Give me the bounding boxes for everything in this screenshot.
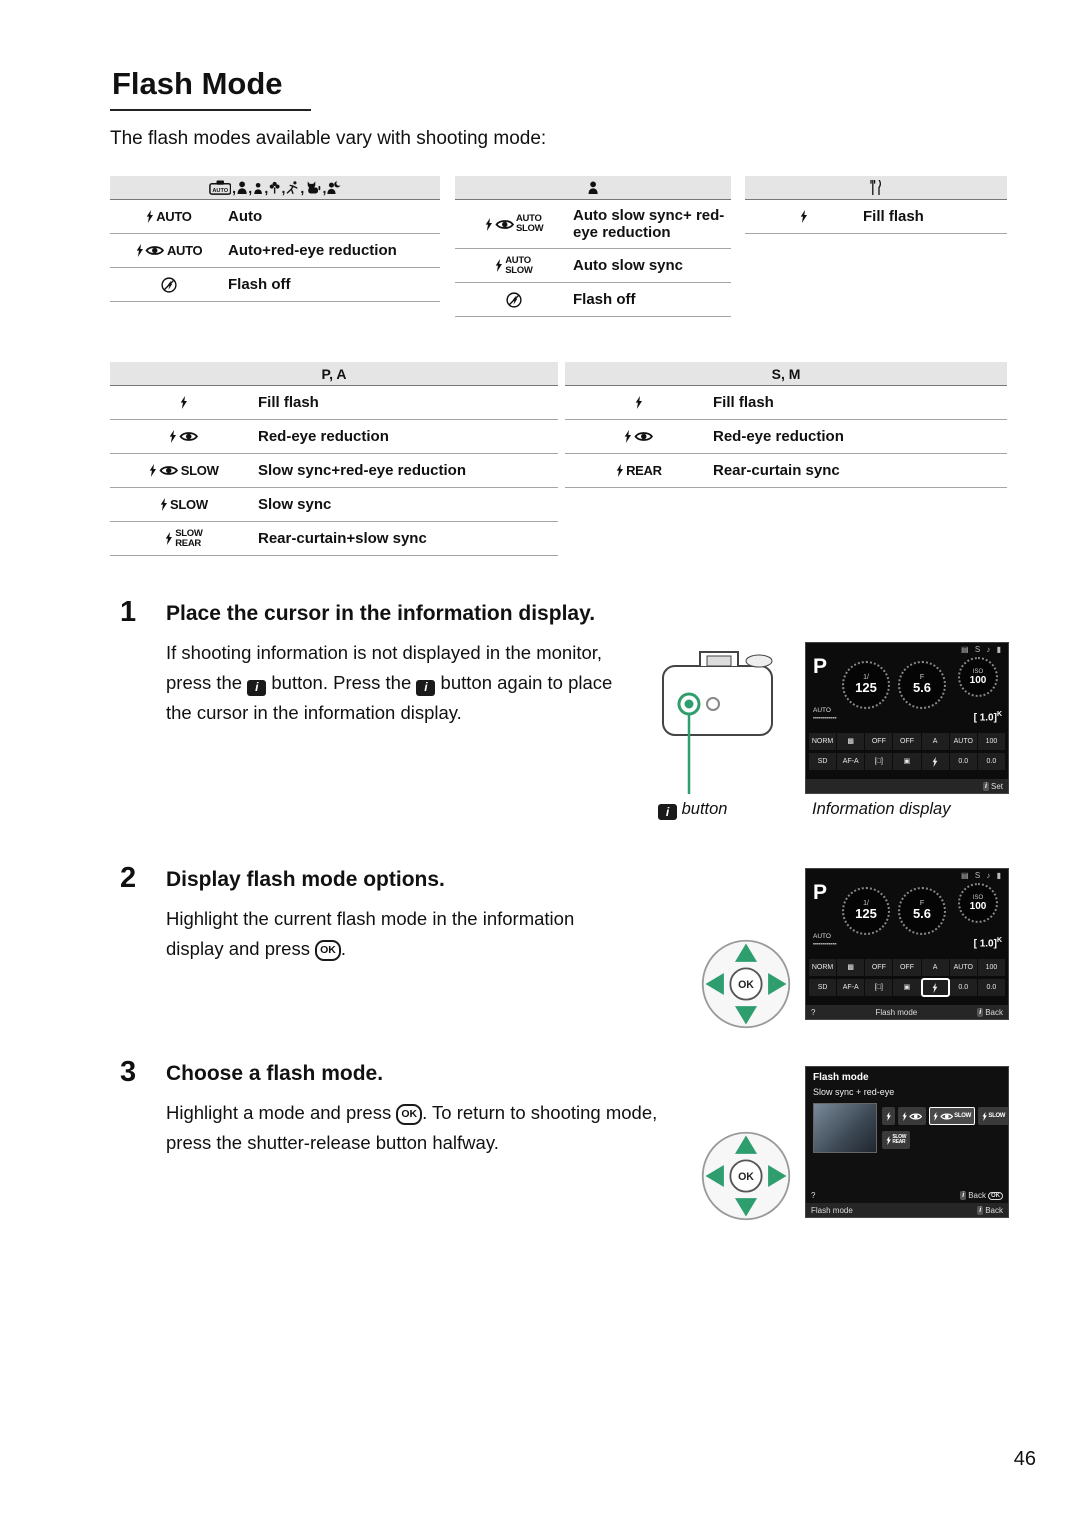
screen-setting-cell: 100	[978, 733, 1005, 750]
screen-setting-cell: SD	[809, 753, 836, 770]
iso-dial	[958, 657, 998, 697]
table-row	[110, 200, 440, 234]
eye-icon	[634, 430, 654, 443]
shutter-prefix: 1/	[863, 900, 869, 908]
bolt-icon	[902, 1112, 907, 1121]
mode-text-stack: SLOW REAR	[175, 527, 203, 549]
exposures-count: [ 1.0]	[973, 938, 997, 950]
information-display-screenshot	[805, 642, 1009, 794]
bolt-icon	[149, 464, 157, 477]
info-edit-button-icon: i	[247, 680, 266, 696]
flash-auto-indicator	[813, 707, 836, 722]
iso-label: ISO	[972, 668, 984, 675]
flash-mode-label: Rear-curtain sync	[713, 461, 840, 479]
exposure-mode-indicator: P	[813, 655, 828, 678]
flash-option-chip	[882, 1131, 910, 1149]
flash-mode-cell	[922, 753, 949, 770]
flash-option-row-1	[882, 1107, 1009, 1125]
screen-setting-cell: OFF	[893, 733, 920, 750]
screen-setting-cell: 0.0	[978, 753, 1005, 770]
bolt-icon	[495, 259, 503, 272]
bolt-icon	[165, 532, 173, 545]
food-mode-header-icon	[745, 176, 1007, 200]
screen-setting-cell: A	[922, 733, 949, 750]
svg-text:AUTO: AUTO	[212, 187, 228, 194]
flash-option-chip	[882, 1107, 895, 1125]
step-body	[166, 1098, 696, 1158]
bolt-icon	[180, 396, 188, 409]
table-row	[110, 454, 558, 488]
step-body-text: Highlight the current flash mode in the information display and press	[166, 908, 575, 959]
sports-icon	[286, 181, 299, 194]
iso-dial	[958, 883, 998, 923]
mode-text-auto: AUTO	[156, 209, 192, 224]
settings-row-2	[809, 979, 1005, 996]
flash-mode-icon	[110, 209, 228, 224]
step-title: Place the cursor in the information display.	[166, 602, 596, 625]
bolt-icon	[624, 430, 632, 443]
screen-setting-cell: 0.0	[950, 753, 977, 770]
screen-setting-cell: [□]	[865, 979, 892, 996]
flash-auto-indicator	[813, 933, 836, 948]
screen-setting-cell: NORM	[809, 959, 836, 976]
aperture-value: 5.6	[912, 906, 932, 922]
screen-setting-cell: NORM	[809, 733, 836, 750]
flash-mode-label: Auto	[228, 207, 263, 225]
flash-option-chip	[978, 1107, 1009, 1125]
help-hint: ?	[811, 1191, 816, 1200]
table-row	[110, 268, 440, 302]
flash-option-chip	[929, 1107, 975, 1125]
set-label: Set	[990, 781, 1003, 791]
table-scene-modes	[110, 176, 440, 302]
preview-thumbnail	[813, 1103, 877, 1153]
exposure-meter: ╍╍╍╍╍╍	[813, 715, 837, 723]
back-hint	[977, 1206, 1003, 1215]
shutter-prefix: 1/	[863, 674, 869, 682]
back-ok-hint	[960, 1191, 1003, 1200]
caption-button	[658, 800, 727, 820]
screen-setting-cell: SD	[809, 979, 836, 996]
screen-bottom-bar	[806, 1203, 1008, 1217]
sm-header: S, M	[565, 362, 1007, 386]
step-title: Display flash mode options.	[166, 868, 445, 891]
page-title: Flash Mode	[110, 66, 311, 111]
portrait-mode-header-icon	[455, 176, 731, 200]
bolt-icon	[635, 396, 643, 409]
off-icon	[161, 277, 177, 293]
screen-setting-cell: 0.0	[978, 979, 1005, 996]
scene-modes-header-icons: AUTO , , , , , ,	[110, 176, 440, 200]
ok-button-label: OK	[738, 979, 754, 992]
table-pa-modes	[110, 362, 558, 556]
info-edit-button-icon: i	[658, 804, 677, 820]
flash-mode-icon	[455, 256, 573, 276]
mode-text-slow: SLOW	[180, 463, 219, 478]
flash-mode-icon	[110, 529, 258, 549]
flash-mode-icon	[110, 396, 258, 409]
portrait-icon	[237, 181, 247, 194]
screen-bottom-bar	[806, 779, 1008, 793]
help-hint: ?	[811, 1007, 816, 1017]
screen-setting-cell: ▣	[893, 753, 920, 770]
eye-icon	[940, 1112, 954, 1121]
flash-option-row-2	[882, 1131, 910, 1149]
eye-icon	[495, 218, 515, 231]
table-sm-modes	[565, 362, 1007, 488]
exposures-unit: K	[996, 711, 1002, 718]
ok-button-icon: OK	[396, 1104, 422, 1125]
flash-mode-label: Flash off	[573, 290, 636, 308]
back-label: Back	[985, 1205, 1003, 1215]
flash-mode-label: Auto+red-eye reduction	[228, 241, 397, 259]
exposure-meter: ╍╍╍╍╍╍	[813, 941, 837, 949]
set-hint	[983, 782, 1003, 791]
step-body-text: .	[340, 937, 347, 959]
flash-mode-label: Fill flash	[863, 207, 924, 225]
table-row	[565, 420, 1007, 454]
screen-setting-cell: [□]	[865, 753, 892, 770]
table-row	[455, 200, 731, 249]
step-number: 2	[120, 862, 137, 894]
mode-text-stack: AUTO SLOW	[505, 254, 533, 276]
flash-mode-icon	[110, 243, 228, 258]
table-row	[110, 420, 558, 454]
flash-mode-label: Fill flash	[258, 393, 319, 411]
flash-mode-cell	[922, 979, 949, 996]
pa-header: P, A	[110, 362, 558, 386]
table-row	[565, 454, 1007, 488]
screen-bottom-bar	[806, 1005, 1008, 1019]
info-icon: i	[979, 1206, 982, 1214]
bolt-icon	[933, 1112, 938, 1121]
flash-mode-label: Red-eye reduction	[258, 427, 389, 445]
ok-button-label: OK	[738, 1171, 754, 1184]
back-hint	[977, 1008, 1003, 1017]
screen-setting-cell: OFF	[865, 733, 892, 750]
viewfinder-eyepiece	[707, 656, 731, 666]
ok-button-icon: OK	[315, 940, 341, 961]
iso-label: ISO	[972, 894, 984, 901]
screen-setting-cell: AF-A	[837, 979, 864, 996]
mode-dial	[746, 655, 772, 667]
bolt-icon	[136, 244, 144, 257]
information-display-flash-highlight-screenshot	[805, 868, 1009, 1020]
eye-icon	[909, 1112, 923, 1121]
shutter-speed-dial	[842, 887, 890, 935]
settings-row-2	[809, 753, 1005, 770]
selected-flash-mode-label: Slow sync + red-eye	[813, 1087, 895, 1097]
flash-mode-bar-label: Flash mode	[811, 1205, 853, 1215]
closeup-icon	[269, 181, 280, 194]
caption-button-text: button	[681, 800, 728, 818]
flash-mode-icon	[110, 497, 258, 512]
info-icon: i	[985, 782, 987, 790]
flash-mode-label: Fill flash	[713, 393, 774, 411]
bolt-icon	[485, 218, 493, 231]
shutter-speed-dial	[842, 661, 890, 709]
info-icon: i	[979, 1008, 982, 1016]
aperture-prefix: F	[919, 674, 925, 682]
eye-icon	[179, 430, 199, 443]
aperture-prefix: F	[919, 900, 925, 908]
step-body-text: If shooting information is not displayed in the monitor, press the	[166, 642, 603, 693]
step-number: 3	[120, 1056, 137, 1088]
mode-text-stack: AUTO SLOW	[516, 213, 544, 234]
info-edit-button-icon: i	[416, 680, 435, 696]
table-row	[745, 200, 1007, 234]
exposures-remaining	[974, 937, 1002, 949]
step-body-text: Highlight a mode and press	[166, 1102, 392, 1123]
step-body-text: . To return to shooting mode, press the shutter-release button halfway.	[166, 1102, 658, 1153]
flash-mode-label: Flash off	[228, 275, 291, 293]
bolt-icon	[146, 210, 154, 223]
flash-mode-icon	[110, 430, 258, 443]
screen-setting-cell: OFF	[893, 959, 920, 976]
flash-option-chip	[898, 1107, 926, 1125]
mode-text-stack: SLOW REAR	[892, 1133, 907, 1145]
screen-status-icons: ▤ S ♪ ▮	[961, 645, 1003, 654]
flash-mode-bar-label: Flash mode	[875, 1007, 918, 1017]
flash-mode-icon	[565, 430, 713, 443]
flash-off-icon	[455, 292, 573, 308]
portrait-icon	[588, 181, 598, 194]
flash-mode-icon	[455, 214, 573, 234]
eye-icon	[145, 244, 165, 257]
pet-icon	[305, 181, 321, 194]
flash-off-icon	[110, 277, 228, 293]
flash-mode-label: Auto slow sync+ red-eye reduction	[573, 206, 725, 241]
cam-auto-icon	[209, 180, 232, 195]
bolt-icon	[800, 210, 808, 223]
screen-setting-cell: OFF	[865, 959, 892, 976]
exposure-mode-indicator: P	[813, 881, 828, 904]
caption-information-display: Information display	[812, 800, 951, 818]
screen-setting-cell: ▣	[893, 979, 920, 996]
flash-mode-label: Auto slow sync	[573, 256, 684, 274]
shutter-value: 125	[855, 680, 877, 696]
off-icon	[506, 292, 522, 308]
mode-text-rear: REAR	[626, 463, 662, 478]
aperture-dial	[898, 887, 946, 935]
settings-row-1	[809, 959, 1005, 976]
step-body-text: button. Press the	[271, 671, 412, 693]
flash-mode-icon	[110, 463, 258, 478]
camera-illustration	[645, 626, 800, 803]
info-icon: i	[962, 1192, 965, 1199]
flash-mode-label: Red-eye reduction	[713, 427, 844, 445]
auto-label: AUTO	[813, 933, 831, 940]
back-label: Back	[968, 1191, 986, 1200]
step-number: 1	[120, 596, 137, 628]
menu-title: Flash mode	[813, 1072, 869, 1083]
multi-selector-illustration	[700, 938, 792, 1035]
flash-mode-icon	[745, 210, 863, 223]
screen-setting-cell: A	[922, 959, 949, 976]
flash-mode-label: Slow sync+red-eye reduction	[258, 461, 466, 479]
screen-setting-cell: ▩	[837, 959, 864, 976]
bolt-icon	[616, 464, 624, 477]
table-row	[110, 386, 558, 420]
exposures-count: [ 1.0]	[973, 712, 997, 724]
aperture-value: 5.6	[912, 680, 932, 696]
settings-row-1	[809, 733, 1005, 750]
shutter-value: 125	[855, 906, 877, 922]
screen-setting-cell: AF-A	[837, 753, 864, 770]
flash-mode-menu-screenshot	[805, 1066, 1009, 1218]
screen-setting-cell: 100	[978, 959, 1005, 976]
menu-help-bar	[806, 1191, 1008, 1200]
back-label: Back	[985, 1007, 1003, 1017]
bolt-icon	[982, 1112, 987, 1121]
aperture-dial	[898, 661, 946, 709]
mode-text-slow: SLOW	[954, 1113, 971, 1119]
bolt-icon	[886, 1136, 891, 1145]
flash-mode-label: Rear-curtain+slow sync	[258, 529, 427, 547]
step-body	[166, 638, 638, 728]
table-row	[110, 234, 440, 268]
flash-mode-icon	[565, 396, 713, 409]
iso-value: 100	[969, 900, 987, 912]
screen-setting-cell: AUTO	[950, 959, 977, 976]
screen-setting-cell: ▩	[837, 733, 864, 750]
iso-value: 100	[969, 674, 987, 686]
auto-label: AUTO	[813, 707, 831, 714]
mode-text-auto: AUTO	[166, 243, 203, 258]
exposures-remaining	[974, 711, 1002, 723]
bolt-icon	[160, 498, 168, 511]
ok-icon: OK	[988, 1192, 1003, 1200]
child-icon	[253, 181, 263, 194]
table-row	[455, 283, 731, 317]
screen-setting-cell: AUTO	[950, 733, 977, 750]
multi-selector-illustration	[700, 1130, 792, 1227]
table-row	[455, 249, 731, 283]
table-row	[110, 488, 558, 522]
eye-icon	[159, 464, 179, 477]
mode-text-slow: SLOW	[988, 1113, 1006, 1119]
table-row	[565, 386, 1007, 420]
step-title: Choose a flash mode.	[166, 1062, 384, 1085]
screen-status-icons: ▤ S ♪ ▮	[961, 871, 1003, 880]
flash-mode-icon	[565, 463, 713, 478]
table-row	[110, 522, 558, 556]
bolt-icon	[886, 1112, 891, 1121]
flash-mode-label: Slow sync	[258, 495, 332, 513]
info-button-dot	[685, 700, 694, 709]
bolt-icon	[169, 430, 177, 443]
exposures-unit: K	[996, 937, 1002, 944]
food-icon	[870, 180, 882, 195]
table-portrait-mode	[455, 176, 731, 317]
page-number: 46	[1013, 1448, 1036, 1470]
screen-setting-cell: 0.0	[950, 979, 977, 996]
step-body-text: button again to place the cursor in the information display.	[166, 671, 613, 723]
intro-text: The flash modes available vary with shooting mode:	[110, 128, 547, 149]
step-body	[166, 904, 596, 964]
night-icon	[327, 181, 341, 194]
mode-text-slow: SLOW	[170, 497, 208, 512]
table-food-mode	[745, 176, 1007, 234]
